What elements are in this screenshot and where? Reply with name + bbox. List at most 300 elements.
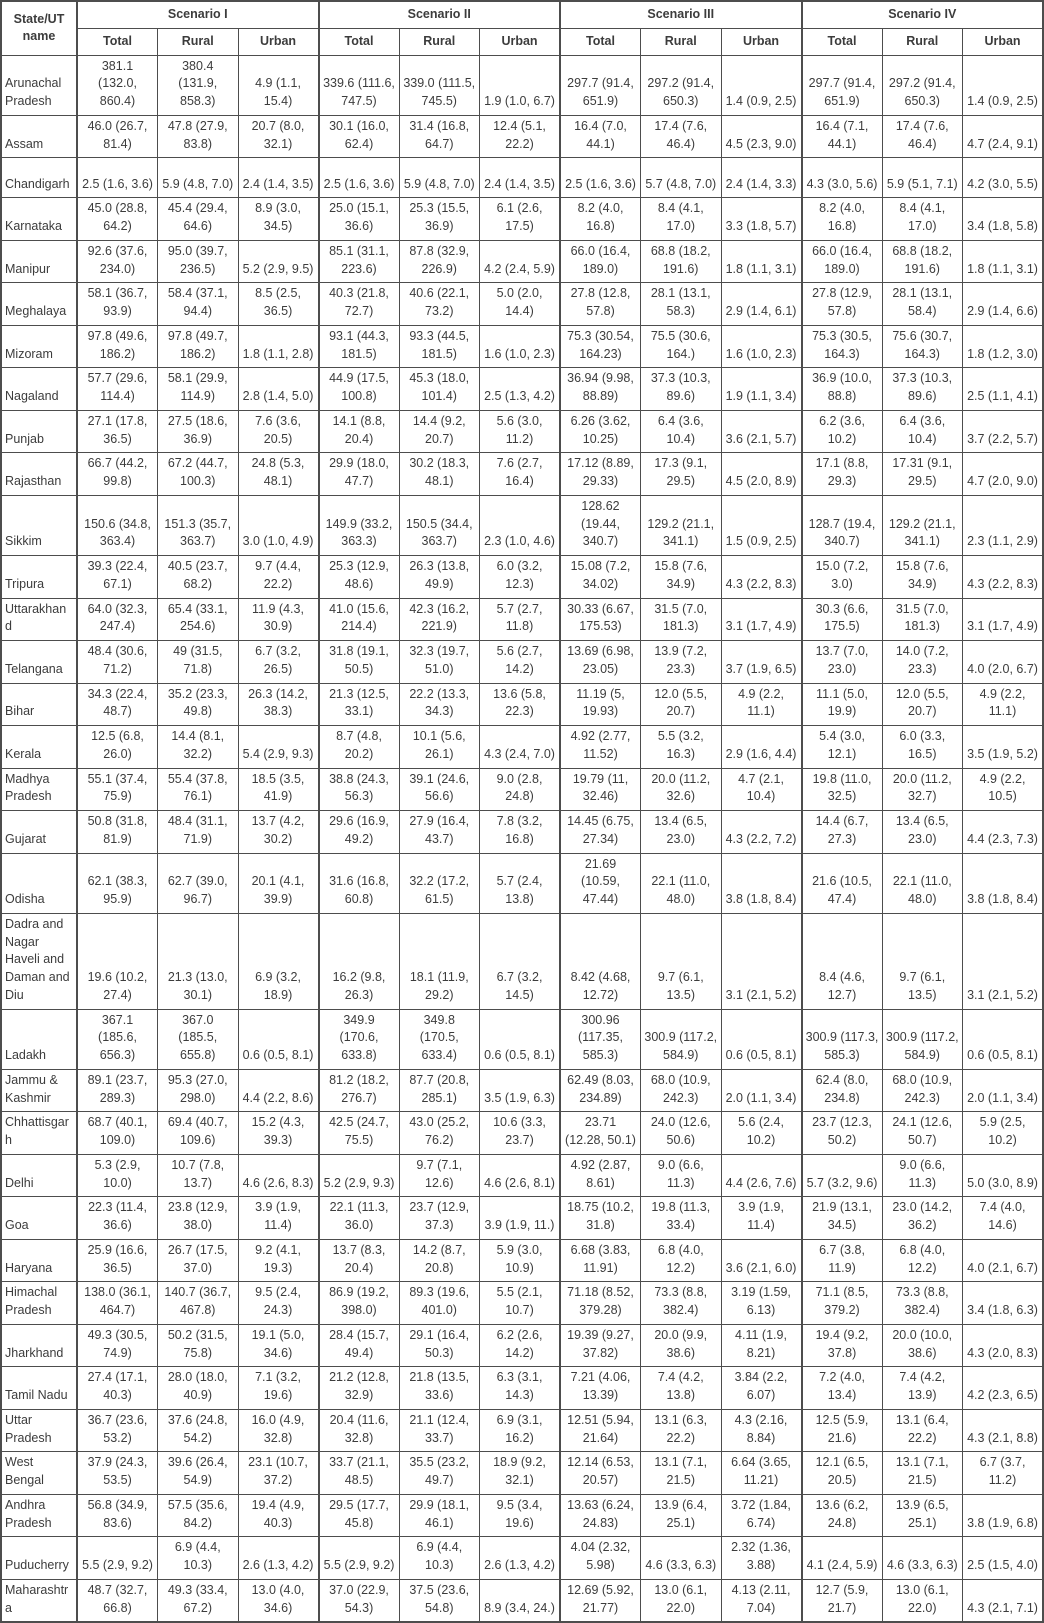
table-row [1,1197,1043,1240]
value-cell: 92.6 (37.6, 234.0) [77,240,158,283]
value-cell: 75.6 (30.7, 164.3) [882,325,963,368]
value-cell: 2.3 (1.0, 4.6) [480,495,561,555]
value-cell: 349.8 (170.5, 633.4) [399,1009,480,1069]
value-cell: 17.3 (9.1, 29.5) [641,453,722,496]
state-name: Arunachal Pradesh [1,55,77,115]
value-cell: 39.6 (26.4, 54.9) [158,1452,239,1495]
value-cell: 29.5 (17.7, 45.8) [319,1494,400,1537]
value-cell: 380.4 (131.9, 858.3) [158,55,239,115]
subheader-total: Total [802,28,883,55]
value-cell: 44.9 (17.5, 100.8) [319,368,400,411]
value-cell: 8.2 (4.0, 16.8) [560,198,641,241]
value-cell: 47.8 (27.9, 83.8) [158,115,239,158]
value-cell: 7.4 (4.2, 13.9) [882,1367,963,1410]
value-cell: 2.3 (1.1, 2.9) [963,495,1044,555]
value-cell: 4.9 (1.1, 15.4) [238,55,319,115]
value-cell: 4.2 (3.0, 5.5) [963,158,1044,198]
table-row [1,1112,1043,1155]
value-cell: 65.4 (33.1, 254.6) [158,598,239,641]
value-cell: 6.2 (3.6, 10.2) [802,410,883,453]
value-cell: 5.6 (3.0, 11.2) [480,410,561,453]
subheader-urban: Urban [480,28,561,55]
value-cell: 69.4 (40.7, 109.6) [158,1112,239,1155]
value-cell: 6.2 (2.6, 14.2) [480,1324,561,1367]
value-cell: 25.3 (12.9, 48.6) [319,556,400,599]
value-cell: 25.0 (15.1, 36.6) [319,198,400,241]
value-cell: 55.1 (37.4, 75.9) [77,768,158,811]
table-row [1,1009,1043,1069]
value-cell: 14.4 (8.1, 32.2) [158,726,239,769]
value-cell: 1.6 (1.0, 2.3) [480,325,561,368]
value-cell: 9.7 (6.1, 13.5) [641,913,722,1009]
subheader-rural: Rural [882,28,963,55]
value-cell: 86.9 (19.2, 398.0) [319,1282,400,1325]
value-cell: 12.7 (5.9, 21.7) [802,1579,883,1622]
value-cell: 150.5 (34.4, 363.7) [399,495,480,555]
value-cell: 3.8 (1.8, 8.4) [721,853,802,913]
value-cell: 71.1 (8.5, 379.2) [802,1282,883,1325]
value-cell: 14.4 (9.2, 20.7) [399,410,480,453]
value-cell: 2.32 (1.36, 3.88) [721,1537,802,1580]
value-cell: 3.1 (2.1, 5.2) [721,913,802,1009]
value-cell: 1.8 (1.1, 3.1) [721,240,802,283]
value-cell: 40.5 (23.7, 68.2) [158,556,239,599]
value-cell: 12.69 (5.92, 21.77) [560,1579,641,1622]
value-cell: 4.3 (3.0, 5.6) [802,158,883,198]
value-cell: 26.3 (14.2, 38.3) [238,683,319,726]
value-cell: 22.2 (13.3, 34.3) [399,683,480,726]
value-cell: 42.5 (24.7, 75.5) [319,1112,400,1155]
value-cell: 64.0 (32.3, 247.4) [77,598,158,641]
value-cell: 2.5 (1.6, 3.6) [560,158,641,198]
value-cell: 40.6 (22.1, 73.2) [399,283,480,326]
subheader-rural: Rural [399,28,480,55]
value-cell: 6.7 (3.8, 11.9) [802,1239,883,1282]
value-cell: 9.0 (6.6, 11.3) [641,1154,722,1197]
value-cell: 43.0 (25.2, 76.2) [399,1112,480,1155]
value-cell: 71.18 (8.52, 379.28) [560,1282,641,1325]
value-cell: 13.7 (7.0, 23.0) [802,641,883,684]
value-cell: 7.6 (2.7, 16.4) [480,453,561,496]
state-name: Karnataka [1,198,77,241]
value-cell: 48.4 (30.6, 71.2) [77,641,158,684]
value-cell: 19.1 (5.0, 34.6) [238,1324,319,1367]
value-cell: 48.7 (32.7, 66.8) [77,1579,158,1622]
value-cell: 4.2 (2.4, 5.9) [480,240,561,283]
value-cell: 5.4 (2.9, 9.3) [238,726,319,769]
value-cell: 73.3 (8.8, 382.4) [882,1282,963,1325]
value-cell: 7.8 (3.2, 16.8) [480,811,561,854]
state-name: Jharkhand [1,1324,77,1367]
state-name: Haryana [1,1239,77,1282]
value-cell: 13.63 (6.24, 24.83) [560,1494,641,1537]
value-cell: 19.4 (4.9, 40.3) [238,1494,319,1537]
value-cell: 28.1 (13.1, 58.3) [641,283,722,326]
value-cell: 5.7 (3.2, 9.6) [802,1154,883,1197]
value-cell: 20.0 (11.2, 32.7) [882,768,963,811]
value-cell: 8.7 (4.8, 20.2) [319,726,400,769]
value-cell: 3.4 (1.8, 5.8) [963,198,1044,241]
value-cell: 300.9 (117.3, 585.3) [802,1009,883,1069]
table-row [1,1324,1043,1367]
value-cell: 17.31 (9.1, 29.5) [882,453,963,496]
value-cell: 6.7 (3.2, 26.5) [238,641,319,684]
value-cell: 4.6 (3.3, 6.3) [882,1537,963,1580]
value-cell: 29.6 (16.9, 49.2) [319,811,400,854]
value-cell: 58.4 (37.1, 94.4) [158,283,239,326]
table-row [1,453,1043,496]
value-cell: 97.8 (49.6, 186.2) [77,325,158,368]
state-name: Tamil Nadu [1,1367,77,1410]
value-cell: 14.4 (6.7, 27.3) [802,811,883,854]
value-cell: 25.3 (15.5, 36.9) [399,198,480,241]
value-cell: 5.9 (4.8, 7.0) [399,158,480,198]
value-cell: 28.4 (15.7, 49.4) [319,1324,400,1367]
value-cell: 1.8 (1.2, 3.0) [963,325,1044,368]
value-cell: 0.6 (0.5, 8.1) [721,1009,802,1069]
value-cell: 10.7 (7.8, 13.7) [158,1154,239,1197]
value-cell: 300.9 (117.2, 584.9) [641,1009,722,1069]
value-cell: 140.7 (36.7, 467.8) [158,1282,239,1325]
value-cell: 13.4 (6.5, 23.0) [882,811,963,854]
value-cell: 17.12 (8.89, 29.33) [560,453,641,496]
state-name: Bihar [1,683,77,726]
value-cell: 37.3 (10.3, 89.6) [882,368,963,411]
value-cell: 7.6 (3.6, 20.5) [238,410,319,453]
value-cell: 5.2 (2.9, 9.3) [319,1154,400,1197]
value-cell: 3.6 (2.1, 6.0) [721,1239,802,1282]
value-cell: 6.7 (3.7, 11.2) [963,1452,1044,1495]
value-cell: 3.1 (1.7, 4.9) [721,598,802,641]
value-cell: 0.6 (0.5, 8.1) [963,1009,1044,1069]
value-cell: 1.6 (1.0, 2.3) [721,325,802,368]
value-cell: 4.92 (2.87, 8.61) [560,1154,641,1197]
value-cell: 5.5 (2.9, 9.2) [77,1537,158,1580]
value-cell: 339.0 (111.5, 745.5) [399,55,480,115]
state-name: Andhra Pradesh [1,1494,77,1537]
value-cell: 13.0 (6.1, 22.0) [641,1579,722,1622]
value-cell: 22.1 (11.0, 48.0) [641,853,722,913]
value-cell: 45.4 (29.4, 64.6) [158,198,239,241]
value-cell: 89.1 (23.7, 289.3) [77,1069,158,1112]
value-cell: 9.7 (6.1, 13.5) [882,913,963,1009]
value-cell: 93.3 (44.5, 181.5) [399,325,480,368]
value-cell: 68.8 (18.2, 191.6) [641,240,722,283]
state-name: Gujarat [1,811,77,854]
table-row [1,198,1043,241]
state-name: Meghalaya [1,283,77,326]
value-cell: 6.26 (3.62, 10.25) [560,410,641,453]
subheader-total: Total [319,28,400,55]
value-cell: 12.0 (5.5, 20.7) [882,683,963,726]
value-cell: 2.9 (1.4, 6.6) [963,283,1044,326]
value-cell: 62.7 (39.0, 96.7) [158,853,239,913]
table-row [1,410,1043,453]
value-cell: 3.6 (2.1, 5.7) [721,410,802,453]
value-cell: 4.6 (2.6, 8.1) [480,1154,561,1197]
value-cell: 27.9 (16.4, 43.7) [399,811,480,854]
subheader-rural: Rural [641,28,722,55]
state-name: Maharashtra [1,1579,77,1622]
value-cell: 2.5 (1.6, 3.6) [319,158,400,198]
value-cell: 28.1 (13.1, 58.4) [882,283,963,326]
subheader-urban: Urban [721,28,802,55]
subheader-total: Total [560,28,641,55]
value-cell: 1.4 (0.9, 2.5) [963,55,1044,115]
value-cell: 66.0 (16.4, 189.0) [560,240,641,283]
value-cell: 4.04 (2.32, 5.98) [560,1537,641,1580]
value-cell: 297.7 (91.4, 651.9) [802,55,883,115]
value-cell: 36.94 (9.98, 88.89) [560,368,641,411]
value-cell: 5.3 (2.9, 10.0) [77,1154,158,1197]
state-name: Odisha [1,853,77,913]
value-cell: 14.1 (8.8, 20.4) [319,410,400,453]
value-cell: 1.9 (1.1, 3.4) [721,368,802,411]
value-cell: 11.1 (5.0, 19.9) [802,683,883,726]
subheader-urban: Urban [963,28,1044,55]
value-cell: 87.7 (20.8, 285.1) [399,1069,480,1112]
value-cell: 13.0 (4.0, 34.6) [238,1579,319,1622]
value-cell: 15.8 (7.6, 34.9) [882,556,963,599]
value-cell: 3.8 (1.8, 8.4) [963,853,1044,913]
value-cell: 12.4 (5.1, 22.2) [480,115,561,158]
value-cell: 23.7 (12.9, 37.3) [399,1197,480,1240]
value-cell: 8.4 (4.6, 12.7) [802,913,883,1009]
value-cell: 129.2 (21.1, 341.1) [641,495,722,555]
value-cell: 50.2 (31.5, 75.8) [158,1324,239,1367]
value-cell: 18.9 (9.2, 32.1) [480,1452,561,1495]
state-name: Telangana [1,641,77,684]
header-row-scenarios [1,1,1043,28]
table-body [1,55,1043,1622]
header-row-subcolumns [1,28,1043,55]
value-cell: 367.0 (185.5, 655.8) [158,1009,239,1069]
value-cell: 19.79 (11, 32.46) [560,768,641,811]
value-cell: 40.3 (21.8, 72.7) [319,283,400,326]
value-cell: 14.45 (6.75, 27.34) [560,811,641,854]
value-cell: 1.9 (1.0, 6.7) [480,55,561,115]
value-cell: 20.4 (11.6, 32.8) [319,1409,400,1452]
value-cell: 21.3 (13.0, 30.1) [158,913,239,1009]
table-row [1,1494,1043,1537]
value-cell: 16.4 (7.1, 44.1) [802,115,883,158]
value-cell: 85.1 (31.1, 223.6) [319,240,400,283]
value-cell: 9.7 (4.4, 22.2) [238,556,319,599]
value-cell: 9.7 (7.1, 12.6) [399,1154,480,1197]
value-cell: 8.4 (4.1, 17.0) [882,198,963,241]
value-cell: 6.3 (3.1, 14.3) [480,1367,561,1410]
table-row [1,115,1043,158]
value-cell: 68.0 (10.9, 242.3) [641,1069,722,1112]
table-row [1,283,1043,326]
value-cell: 23.8 (12.9, 38.0) [158,1197,239,1240]
value-cell: 6.1 (2.6, 17.5) [480,198,561,241]
value-cell: 149.9 (33.2, 363.3) [319,495,400,555]
value-cell: 3.3 (1.8, 5.7) [721,198,802,241]
value-cell: 14.0 (7.2, 23.3) [882,641,963,684]
value-cell: 37.6 (24.8, 54.2) [158,1409,239,1452]
value-cell: 16.4 (7.0, 44.1) [560,115,641,158]
value-cell: 4.13 (2.11, 7.04) [721,1579,802,1622]
value-cell: 75.3 (30.54, 164.23) [560,325,641,368]
value-cell: 4.7 (2.1, 10.4) [721,768,802,811]
table-row [1,913,1043,1009]
value-cell: 3.0 (1.0, 4.9) [238,495,319,555]
value-cell: 7.4 (4.0, 14.6) [963,1197,1044,1240]
value-cell: 0.6 (0.5, 8.1) [238,1009,319,1069]
value-cell: 13.69 (6.98, 23.05) [560,641,641,684]
value-cell: 3.19 (1.59, 6.13) [721,1282,802,1325]
value-cell: 10.1 (5.6, 26.1) [399,726,480,769]
value-cell: 13.9 (6.4, 25.1) [641,1494,722,1537]
value-cell: 3.9 (1.9, 11.4) [238,1197,319,1240]
table-row [1,495,1043,555]
value-cell: 5.9 (3.0, 10.9) [480,1239,561,1282]
value-cell: 30.1 (16.0, 62.4) [319,115,400,158]
value-cell: 21.2 (12.8, 32.9) [319,1367,400,1410]
value-cell: 7.21 (4.06, 13.39) [560,1367,641,1410]
state-name: Nagaland [1,368,77,411]
table-row [1,55,1043,115]
value-cell: 68.8 (18.2, 191.6) [882,240,963,283]
value-cell: 6.8 (4.0, 12.2) [882,1239,963,1282]
value-cell: 3.9 (1.9, 11.4) [721,1197,802,1240]
value-cell: 18.5 (3.5, 41.9) [238,768,319,811]
value-cell: 8.4 (4.1, 17.0) [641,198,722,241]
scenario-4-header: Scenario IV [802,1,1044,28]
value-cell: 13.1 (6.4, 22.2) [882,1409,963,1452]
table-row [1,1367,1043,1410]
value-cell: 73.3 (8.8, 382.4) [641,1282,722,1325]
value-cell: 17.1 (8.8, 29.3) [802,453,883,496]
value-cell: 6.0 (3.2, 12.3) [480,556,561,599]
value-cell: 13.6 (5.8, 22.3) [480,683,561,726]
value-cell: 23.1 (10.7, 37.2) [238,1452,319,1495]
table-row [1,556,1043,599]
value-cell: 62.4 (8.0, 234.8) [802,1069,883,1112]
value-cell: 58.1 (29.9, 114.9) [158,368,239,411]
value-cell: 15.08 (7.2, 34.02) [560,556,641,599]
table-row [1,1069,1043,1112]
value-cell: 57.5 (35.6, 84.2) [158,1494,239,1537]
value-cell: 1.8 (1.1, 2.8) [238,325,319,368]
table-row [1,683,1043,726]
value-cell: 97.8 (49.7, 186.2) [158,325,239,368]
value-cell: 4.3 (2.0, 8.3) [963,1324,1044,1367]
table-row [1,1409,1043,1452]
value-cell: 6.9 (4.4, 10.3) [399,1537,480,1580]
value-cell: 5.7 (2.4, 13.8) [480,853,561,913]
value-cell: 4.9 (2.2, 11.1) [721,683,802,726]
state-name: Goa [1,1197,77,1240]
table-row [1,158,1043,198]
value-cell: 31.5 (7.0, 181.3) [641,598,722,641]
value-cell: 37.9 (24.3, 53.5) [77,1452,158,1495]
scenario-3-header: Scenario III [560,1,802,28]
value-cell: 2.4 (1.4, 3.5) [238,158,319,198]
value-cell: 26.3 (13.8, 49.9) [399,556,480,599]
state-name: Himachal Pradesh [1,1282,77,1325]
value-cell: 26.7 (17.5, 37.0) [158,1239,239,1282]
table-row [1,768,1043,811]
value-cell: 41.0 (15.6, 214.4) [319,598,400,641]
value-cell: 13.1 (6.3, 22.2) [641,1409,722,1452]
value-cell: 58.1 (36.7, 93.9) [77,283,158,326]
value-cell: 8.9 (3.0, 34.5) [238,198,319,241]
value-cell: 75.3 (30.5, 164.3) [802,325,883,368]
value-cell: 55.4 (37.8, 76.1) [158,768,239,811]
value-cell: 19.8 (11.3, 33.4) [641,1197,722,1240]
state-name: West Bengal [1,1452,77,1495]
value-cell: 66.0 (16.4, 189.0) [802,240,883,283]
value-cell: 37.3 (10.3, 89.6) [641,368,722,411]
value-cell: 31.5 (7.0, 181.3) [882,598,963,641]
value-cell: 1.8 (1.1, 3.1) [963,240,1044,283]
value-cell: 4.3 (2.2, 7.2) [721,811,802,854]
value-cell: 16.2 (9.8, 26.3) [319,913,400,1009]
value-cell: 150.6 (34.8, 363.4) [77,495,158,555]
value-cell: 20.0 (10.0, 38.6) [882,1324,963,1367]
value-cell: 3.7 (1.9, 6.5) [721,641,802,684]
value-cell: 12.1 (6.5, 20.5) [802,1452,883,1495]
value-cell: 2.0 (1.1, 3.4) [721,1069,802,1112]
value-cell: 13.9 (6.5, 25.1) [882,1494,963,1537]
value-cell: 49 (31.5, 71.8) [158,641,239,684]
value-cell: 22.3 (11.4, 36.6) [77,1197,158,1240]
value-cell: 3.9 (1.9, 11.) [480,1197,561,1240]
value-cell: 4.9 (2.2, 10.5) [963,768,1044,811]
value-cell: 2.9 (1.4, 6.1) [721,283,802,326]
value-cell: 19.4 (9.2, 37.8) [802,1324,883,1367]
value-cell: 21.6 (10.5, 47.4) [802,853,883,913]
value-cell: 19.8 (11.0, 32.5) [802,768,883,811]
value-cell: 8.5 (2.5, 36.5) [238,283,319,326]
value-cell: 3.5 (1.9, 6.3) [480,1069,561,1112]
value-cell: 4.4 (2.6, 7.6) [721,1154,802,1197]
value-cell: 68.0 (10.9, 242.3) [882,1069,963,1112]
value-cell: 4.0 (2.1, 6.7) [963,1239,1044,1282]
value-cell: 37.5 (23.6, 54.8) [399,1579,480,1622]
value-cell: 4.3 (2.16, 8.84) [721,1409,802,1452]
value-cell: 27.8 (12.8, 57.8) [560,283,641,326]
value-cell: 2.8 (1.4, 5.0) [238,368,319,411]
value-cell: 7.4 (4.2, 13.8) [641,1367,722,1410]
value-cell: 9.2 (4.1, 19.3) [238,1239,319,1282]
value-cell: 15.2 (4.3, 39.3) [238,1112,319,1155]
value-cell: 2.4 (1.4, 3.3) [721,158,802,198]
value-cell: 7.2 (4.0, 13.4) [802,1367,883,1410]
value-cell: 23.7 (12.3, 50.2) [802,1112,883,1155]
value-cell: 4.3 (2.1, 8.8) [963,1409,1044,1452]
value-cell: 5.7 (2.7, 11.8) [480,598,561,641]
value-cell: 29.9 (18.0, 47.7) [319,453,400,496]
value-cell: 46.0 (26.7, 81.4) [77,115,158,158]
value-cell: 17.4 (7.6, 46.4) [641,115,722,158]
state-name: Rajasthan [1,453,77,496]
state-name: Puducherry [1,1537,77,1580]
value-cell: 57.7 (29.6, 114.4) [77,368,158,411]
value-cell: 3.5 (1.9, 5.2) [963,726,1044,769]
value-cell: 138.0 (36.1, 464.7) [77,1282,158,1325]
value-cell: 31.4 (16.8, 64.7) [399,115,480,158]
value-cell: 21.1 (12.4, 33.7) [399,1409,480,1452]
value-cell: 21.9 (13.1, 34.5) [802,1197,883,1240]
subheader-total: Total [77,28,158,55]
value-cell: 3.4 (1.8, 6.3) [963,1282,1044,1325]
state-name: Uttarakhand [1,598,77,641]
value-cell: 12.5 (6.8, 26.0) [77,726,158,769]
value-cell: 27.1 (17.8, 36.5) [77,410,158,453]
